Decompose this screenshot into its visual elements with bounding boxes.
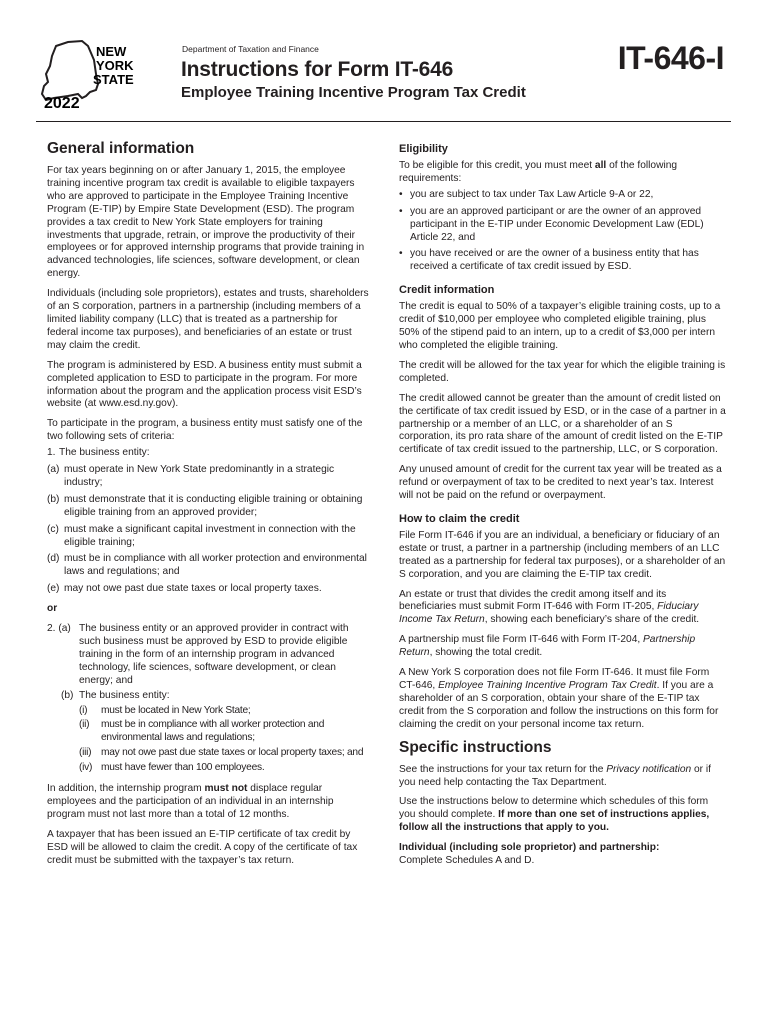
credit-paragraph-1: The credit is equal to 50% of a taxpayer’s eligible training costs, up to a credit of $10,000 per employee who completed eligible training, plus 50% of the stipend paid to an intern, up to a credit of $3,000 per intern who completed the eligible training.: [399, 301, 721, 351]
list-item: • you are subject to tax under Tax Law Article 9-A or 22,: [399, 188, 654, 200]
general-paragraph-4: To participate in the program, a business entity must satisfy one of the two following sets of criteria:: [47, 418, 363, 443]
claim-paragraph-2: An estate or trust that divides the credit among itself and its beneficiaries must submit Form IT-646 with Form IT-205, Fiduciary Income Tax Return, showing each beneficiary’s share of the credit.: [399, 588, 700, 626]
list-item: (b) must demonstrate that it is conducting eligible training or obtaining eligible training from an approved provider;: [47, 493, 363, 518]
general-information-heading: General information: [47, 140, 195, 157]
page-subtitle: Employee Training Incentive Program Tax Credit: [181, 84, 526, 101]
right-column: [399, 143, 726, 875]
specific-paragraph-1: See the instructions for your tax return for the Privacy notification or if you need help contacting the Tax Department.: [399, 763, 712, 788]
logo-year: 2022: [44, 95, 80, 110]
criteria-1-list: [47, 464, 369, 596]
general-paragraph-2: Individuals (including sole proprietors), estates and trusts, shareholders of an S corporation, partners in a partnership (including members of a limited liability company (LLC) that is treated as a partnership for federal income tax purposes), and beneficiaries of an estate or trust may claim the credit.: [47, 288, 369, 351]
credit-paragraph-2: The credit will be allowed for the tax year for which the eligible training is completed.: [399, 359, 726, 384]
logo-new: NEW: [96, 44, 127, 59]
list-item: (d) must be in compliance with all worker protection and environmental laws and regulations; and: [47, 553, 367, 578]
general-paragraph-3: The program is administered by ESD. A business entity must submit a completed application to ESD to participate in the program. For more information about the program and the application process visit ESD’s website (at www.esd.ny.gov).: [47, 359, 362, 410]
list-item: (i) must be located in New York State;: [79, 704, 251, 716]
general-paragraph-1: For tax years beginning on or after January 1, 2015, the employee training incentive program tax credit is available to eligible taxpayers who are approved to participate in the Employee Training Incentive Program (E-TIP) by Empire State Development (ESD). The program provides a tax credit to New York State employers for training investments that upgrade, retrain, or improve the productivity of their employees or for approved internship programs that provide training in advanced technologies, life sciences, software development, or clean energy.: [47, 165, 365, 280]
credit-paragraph-4: Any unused amount of credit for the current tax year will be treated as a refund or overpayment of tax to be credited to next year’s tax. Interest will not be paid on the refund or overpayment.: [399, 464, 722, 502]
specific-paragraph-2: Use the instructions below to determine which schedules of this form you should complete. If more than one set of instructions applies, follow all the instructions that apply to you.: [399, 796, 710, 834]
specific-paragraph-3: Individual (including sole proprietor) and partnership: Complete Schedules A and D.: [399, 842, 660, 867]
department-name: Department of Taxation and Finance: [182, 44, 319, 54]
specific-instructions-heading: Specific instructions: [399, 738, 552, 756]
list-item: (iii) may not owe past due state taxes or local property taxes; and: [79, 747, 364, 759]
criteria-2a: 2. (a) The business entity or an approved provider in contract with such business must be approved by ESD to provide eligible training in the form of an internship program in advanced technology, life sciences, software development, or clean energy; and: [47, 623, 349, 686]
eligibility-heading: Eligibility: [399, 143, 448, 155]
criteria-1: 1. The business entity:: [47, 447, 150, 459]
general-paragraph-6: A taxpayer that has been issued an E-TIP certificate of tax credit by ESD will be allowed to claim the credit. A copy of the certificate of tax credit must be submitted with the taxpayer’s tax return.: [47, 828, 358, 866]
list-item: (c) must make a significant capital investment in connection with the eligible training;: [47, 523, 356, 548]
eligibility-intro: To be eligible for this credit, you must meet all of the following requirements:: [399, 160, 678, 184]
claim-paragraph-1: File Form IT-646 if you are an individual, a beneficiary or fiduciary of an estate or trust, a partner in a partnership (including members of an LLC treated as a partnership for federal tax purposes), or a shareholder of an S corporation, and you are claiming the E-TIP tax credit.: [399, 529, 726, 580]
credit-information-heading: Credit information: [399, 284, 495, 297]
list-item: (iv) must have fewer than 100 employees.: [79, 762, 265, 774]
claim-paragraph-4: A New York S corporation does not file Form IT-646. It must file Form CT-646, Employee Training Incentive Program Tax Credit. If you are a shareholder of an S corporation, obtain your share of the E-TIP tax credit from the S corporation and follow the instructions on this form for claiming the credit on your personal income tax return.: [399, 667, 719, 730]
page-title: Instructions for Form IT-646: [181, 58, 454, 81]
claim-paragraph-3: A partnership must file Form IT-646 with Form IT-204, Partnership Return, showing the total credit.: [399, 634, 696, 659]
list-item: (a) must operate in New York State predominantly in a strategic industry;: [47, 464, 335, 488]
logo-york: YORK: [96, 58, 134, 73]
list-item: • you have received or are the owner of a business entity that has received a certificate of tax credit issued by ESD.: [399, 248, 699, 273]
how-to-claim-heading: How to claim the credit: [399, 512, 520, 525]
general-paragraph-5: In addition, the internship program must not displace regular employees and the participation of an individual in an internship program must not last more than a total of 12 months.: [47, 783, 334, 820]
list-item: (e) may not owe past due state taxes or local property taxes.: [47, 583, 322, 595]
header-divider: [36, 121, 731, 122]
left-column: [47, 130, 369, 875]
logo-state: STATE: [93, 72, 134, 87]
form-number: IT-646-I: [617, 40, 724, 76]
new-york-state-outline: [42, 41, 98, 100]
list-item: (ii) must be in compliance with all worker protection and environmental laws and regulations;: [79, 719, 325, 744]
criteria-2b-list: [47, 705, 369, 776]
nys-logo: [38, 38, 144, 110]
credit-paragraph-3: The credit allowed cannot be greater than the amount of credit listed on the certificate of tax credit issued by ESD, or in the case of a partner in a partnership or a member of an LLC, or a shareholder of an S corporation, its pro rata share of the amount of credit listed on the E-TIP certificate of tax credit issued to the partnership, LLC, or S corporation.: [399, 392, 726, 456]
or-separator: or: [47, 603, 58, 615]
list-item: • you are an approved participant or are the owner of an approved participant in the E-TIP under Economic Development Law (EDL) Article 22, and: [399, 205, 704, 243]
criteria-2b: (b) The business entity:: [61, 689, 170, 701]
